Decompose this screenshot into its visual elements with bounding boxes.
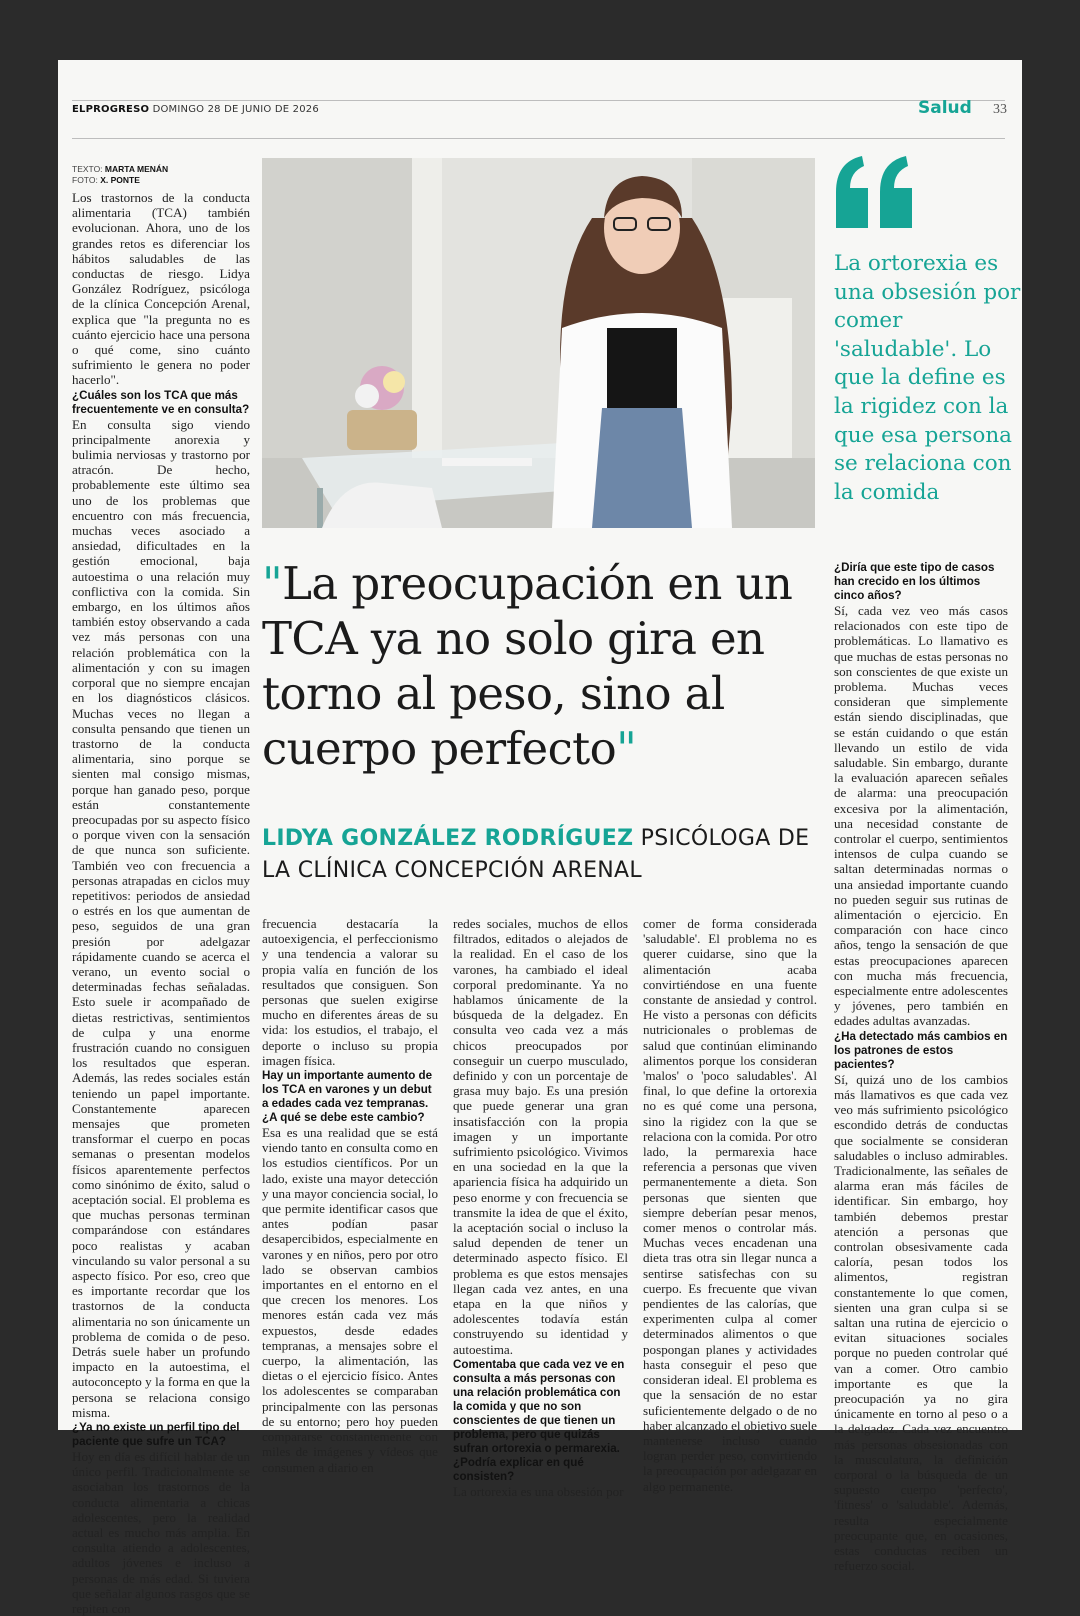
headline [262,556,822,776]
article-column-2 [262,916,438,1475]
article-paragraph: Esa es una realidad que se está viendo tanto en consulta como en los estudios científicos. Por un lado, existe una mayor detección y una mayor conciencia social, lo que permite identificar casos que antes podían pasar desapercibidos, especialmente en varones y en niños, pero por otro lado se observan cambios importantes en el entorno en el que crecen los menores. Los menores están cada vez más expuestos, desde edades tempranas, a mensajes sobre el cuerpo, la alimentación, las dietas o el ejercicio físico. Antes los adolescentes se comparaban principalmente con las personas de su entorno; pero hoy pueden compararse constantemente con miles de imágenes y vídeos que consumen a diario en [262,1125,438,1475]
quote-mark-icon [834,156,916,234]
byline-role: PSICÓLOGA DE LA CLÍNICA CONCEPCIÓN ARENAL [262,826,810,883]
text-credit: TEXTO: MARTA MENÁN [72,164,169,174]
article-column-3 [453,916,628,1499]
article-paragraph: comer de forma considerada 'saludable'. El problema no es querer cuidarse, sino que la alimentación acaba convirtiéndose en una fuente constante de ansiedad y control. He visto a personas con déficits nutricionales o problemas de salud que continúan eliminando alimentos porque los consideran 'malos' o 'poco saludables'. Al final, lo que define la ortorexia no es qué come una persona, sino la rigidez con la que se relaciona con la comida. Por otro lado, la permarexia hace referencia a personas que viven permanentemente a dieta. Son personas que sienten que siempre deberían pesar menos, comer menos o controlar más. Muchas veces encadenan una dieta tras otra sin llegar nunca a sentirse satisfechas con su cuerpo. Es frecuente que vivan pendientes de las calorías, que experimenten culpa al comer determinados alimentos o que pospongan planes y actividades hasta conseguir el peso que consideran ideal. El problema es que la sensación de no estar suficientemente delgado o de no haber alcanzado el objetivo suele mantenerse incluso cuando logran perder peso, convirtiendo la preocupación por adelgazar en algo permanente. [643,916,817,1494]
masthead [72,104,319,115]
article-paragraph: Sí, quizá uno de los cambios más llamativos es que cada vez veo más sufrimiento psicológico escondido detrás de conductas que socialmente se consideran saludables o incluso admirables. Tradicionalmente, las señales de alarma eran más fáciles de identificar. Sin embargo, hoy también debemos prestar atención a personas que controlan obsesivamente cada caloría, pesan todos los alimentos, registran constantemente lo que comen, sienten una gran culpa si se saltan una rutina de ejercicio o evitan situaciones sociales porque no pueden controlar qué van a comer. Otro cambio importante es que la preocupación ya no gira únicamente en torno al peso o a la delgadez. Cada vez encuentro más personas obsesionadas con la musculatura, la definición corporal o la búsqueda de un supuesto cuerpo 'perfecto', 'fitness' o 'saludable'. Además, resulta especialmente preocupante que, en ocasiones, estas conductas reciben un refuerzo social. [834,1071,1008,1574]
interview-question: ¿Ya no existe un perfil tipo del paciente que sufre un TCA? [72,1421,240,1449]
interview-question: Comentaba que cada vez ve en consulta a más personas con una relación problemática con la comida y que no son conscientes de que tienen un problema, pero que quizás sufran ortorexia o permarexia. ¿Podría explicar en qué consisten? [453,1357,625,1483]
byline [262,823,822,887]
portrait-photo [262,158,815,528]
article-paragraph: Los trastornos de la conducta alimentaria (TCA) también evolucionan. Ahora, uno de los grandes retos es diferenciar los hábitos saludables de las conductas de riesgo. Lidya González Rodríguez, psicóloga de la clínica Concepción Arenal, explica que "la pregunta no es cuánto ejercicio hace una persona o qué come, sino cuánto sufrimiento le genera no poder hacerlo". [72,190,250,388]
newspaper-name: ELPROGRESO [72,104,150,115]
headline-close-quote: " [616,722,637,775]
page-number: 33 [993,102,1007,117]
headline-open-quote: " [262,557,283,610]
interview-question: ¿Ha detectado más cambios en los patrones de estos pacientes? [834,1029,1008,1071]
article-paragraph: frecuencia destacaría la autoexigencia, el perfeccionismo y una tendencia a valorar su propia valía en función de los resultados que consiguen. Son personas que suelen exigirse mucho en diferentes áreas de su vida: los estudios, el trabajo, el deporte o incluso su propia imagen física. [262,916,438,1068]
newspaper-page [58,60,1022,1616]
article-paragraph: La ortorexia es una obsesión por [453,1483,624,1499]
article-paragraph: redes sociales, muchos de ellos filtrados, editados o alejados de la realidad. En el caso de los varones, ha cambiado el ideal corporal predominante. Ya no hablamos únicamente de la búsqueda de la delgadez. En consulta veo cada vez a más chicos preocupados por conseguir un cuerpo musculado, definido y con un porcentaje de grasa muy bajo. Es una presión que puede generar una gran insatisfacción con la propia imagen y un importante sufrimiento psicológico. Vivimos en una sociedad en la que la apariencia física ha adquirido un peso enorme y con frecuencia se transmite la idea de que el éxito, la aceptación social o incluso la salud dependen de tener un determinado aspecto físico. El problema es que estos mensajes llegan cada vez antes, en una etapa en la que niños y adolescentes todavía están construyendo su identidad y autoestima. [453,916,628,1357]
section-name: Salud [918,98,972,118]
article-paragraph: En consulta sigo viendo principalmente anorexia y bulimia nerviosas y trastorno por atracón. De hecho, probablemente este último sea uno de los problemas que encuentro con más frecuencia, muchas veces asociado a ansiedad, dificultades en la gestión emocional, baja autoestima o una relación muy conflictiva con la comida. Sin embargo, en los últimos años también estoy observando a cada vez más personas con una relación problemática con la alimentación y con su imagen corporal que no siempre encajan en los diagnósticos clásicos. Muchas veces no llegan a consulta pensando que tienen un trastorno de la conducta alimentaria, sino porque se sienten mal consigo mismas, porque han ganado peso, porque están constantemente preocupadas por su aspecto físico o porque viven con la sensación de que nunca son suficiente. También veo con frecuencia a personas atrapadas en ciclos muy repetitivos: periodos de ansiedad o estrés en los que aumentan de peso, seguidos de una gran presión por adelgazar rápidamente cuando se acerca el verano, un evento social o determinadas fechas señaladas. Esto suele ir acompañado de dietas restrictivas, sentimientos de culpa y una enorme frustración cuando no consiguen los resultados que esperan. Además, las redes sociales están teniendo un papel importante. Constantemente aparecen mensajes que prometen transformar el cuerpo en pocas semanas o presentan modelos físicos aparentemente perfectos como sinónimo de éxito, salud o aceptación social. El problema es que muchas personas terminan comparándose con estándares poco realistas y acaban vinculando su valor personal a su aspecto físico. Por eso, creo que es importante recordar que los trastornos de la conducta alimentaria no son únicamente un problema de comida o de peso. Detrás suele haber un profundo impacto en la autoestima, el autoconcepto y la forma en que la persona se relaciona consigo misma. [72,416,250,1420]
header-rule-bottom [72,138,1005,139]
photo-credit: FOTO: X. PONTE [72,175,140,185]
pull-quote: La ortorexia es una obsesión por comer 'saludable'. Lo que la define es la rigidez con la que esa persona se relaciona con la comida [834,251,1021,505]
headline-text: La preocupación en un TCA ya no solo gira en torno al peso, sino al cuerpo perfecto [262,557,793,775]
article-column-1 [72,190,250,1616]
credits [72,164,168,186]
article-paragraph: Sí, cada vez veo más casos relacionados con este tipo de problemáticas. Lo llamativo es que muchas de estas personas no son conscientes de que existe un problema. Muchas veces consideran que simplemente están siendo disciplinadas, que se están cuidando o que están llevando un estilo de vida saludable. Sin embargo, durante la evaluación aparecen señales de alarma: una preocupación excesiva por la alimentación, una necesidad constante de controlar el cuerpo, sentimientos intensos de culpa cuando se saltan determinadas normas o una ansiedad importante cuando no pueden seguir sus rutinas de alimentación o ejercicio. En comparación con hace cinco años, tengo la sensación de que estas preocupaciones aparecen con mucha más frecuencia, especialmente entre adolescentes y jóvenes, pero también en edades adultas avanzadas. [834,603,1008,1029]
interview-question: ¿Diría que este tipo de casos han crecido en los últimos cinco años? [834,561,995,602]
header-rule-top [72,100,1005,101]
interview-question: Hay un importante aumento de los TCA en varones y un debut a edades cada vez tempranas. ¿A qué se debe este cambio? [262,1069,433,1125]
article-paragraph: Hoy en día es difícil hablar de un único perfil. Tradicionalmente se asociaban los trastornos de la conducta alimentaria a chicas adolescentes, pero la realidad actual es mucho más amplia. En consulta atiendo a adolescentes, adultos jóvenes e incluso a personas de más edad. Si tuviera que señalar algunos rasgos que se repiten con [72,1449,250,1616]
byline-name: LIDYA GONZÁLEZ RODRÍGUEZ [262,826,634,851]
interview-question: ¿Cuáles son los TCA que más frecuentemente ve en consulta? [72,388,250,416]
issue-date: DOMINGO 28 DE JUNIO DE 2026 [152,104,319,115]
article-column-5 [834,560,1008,1574]
article-column-4 [643,916,817,1494]
